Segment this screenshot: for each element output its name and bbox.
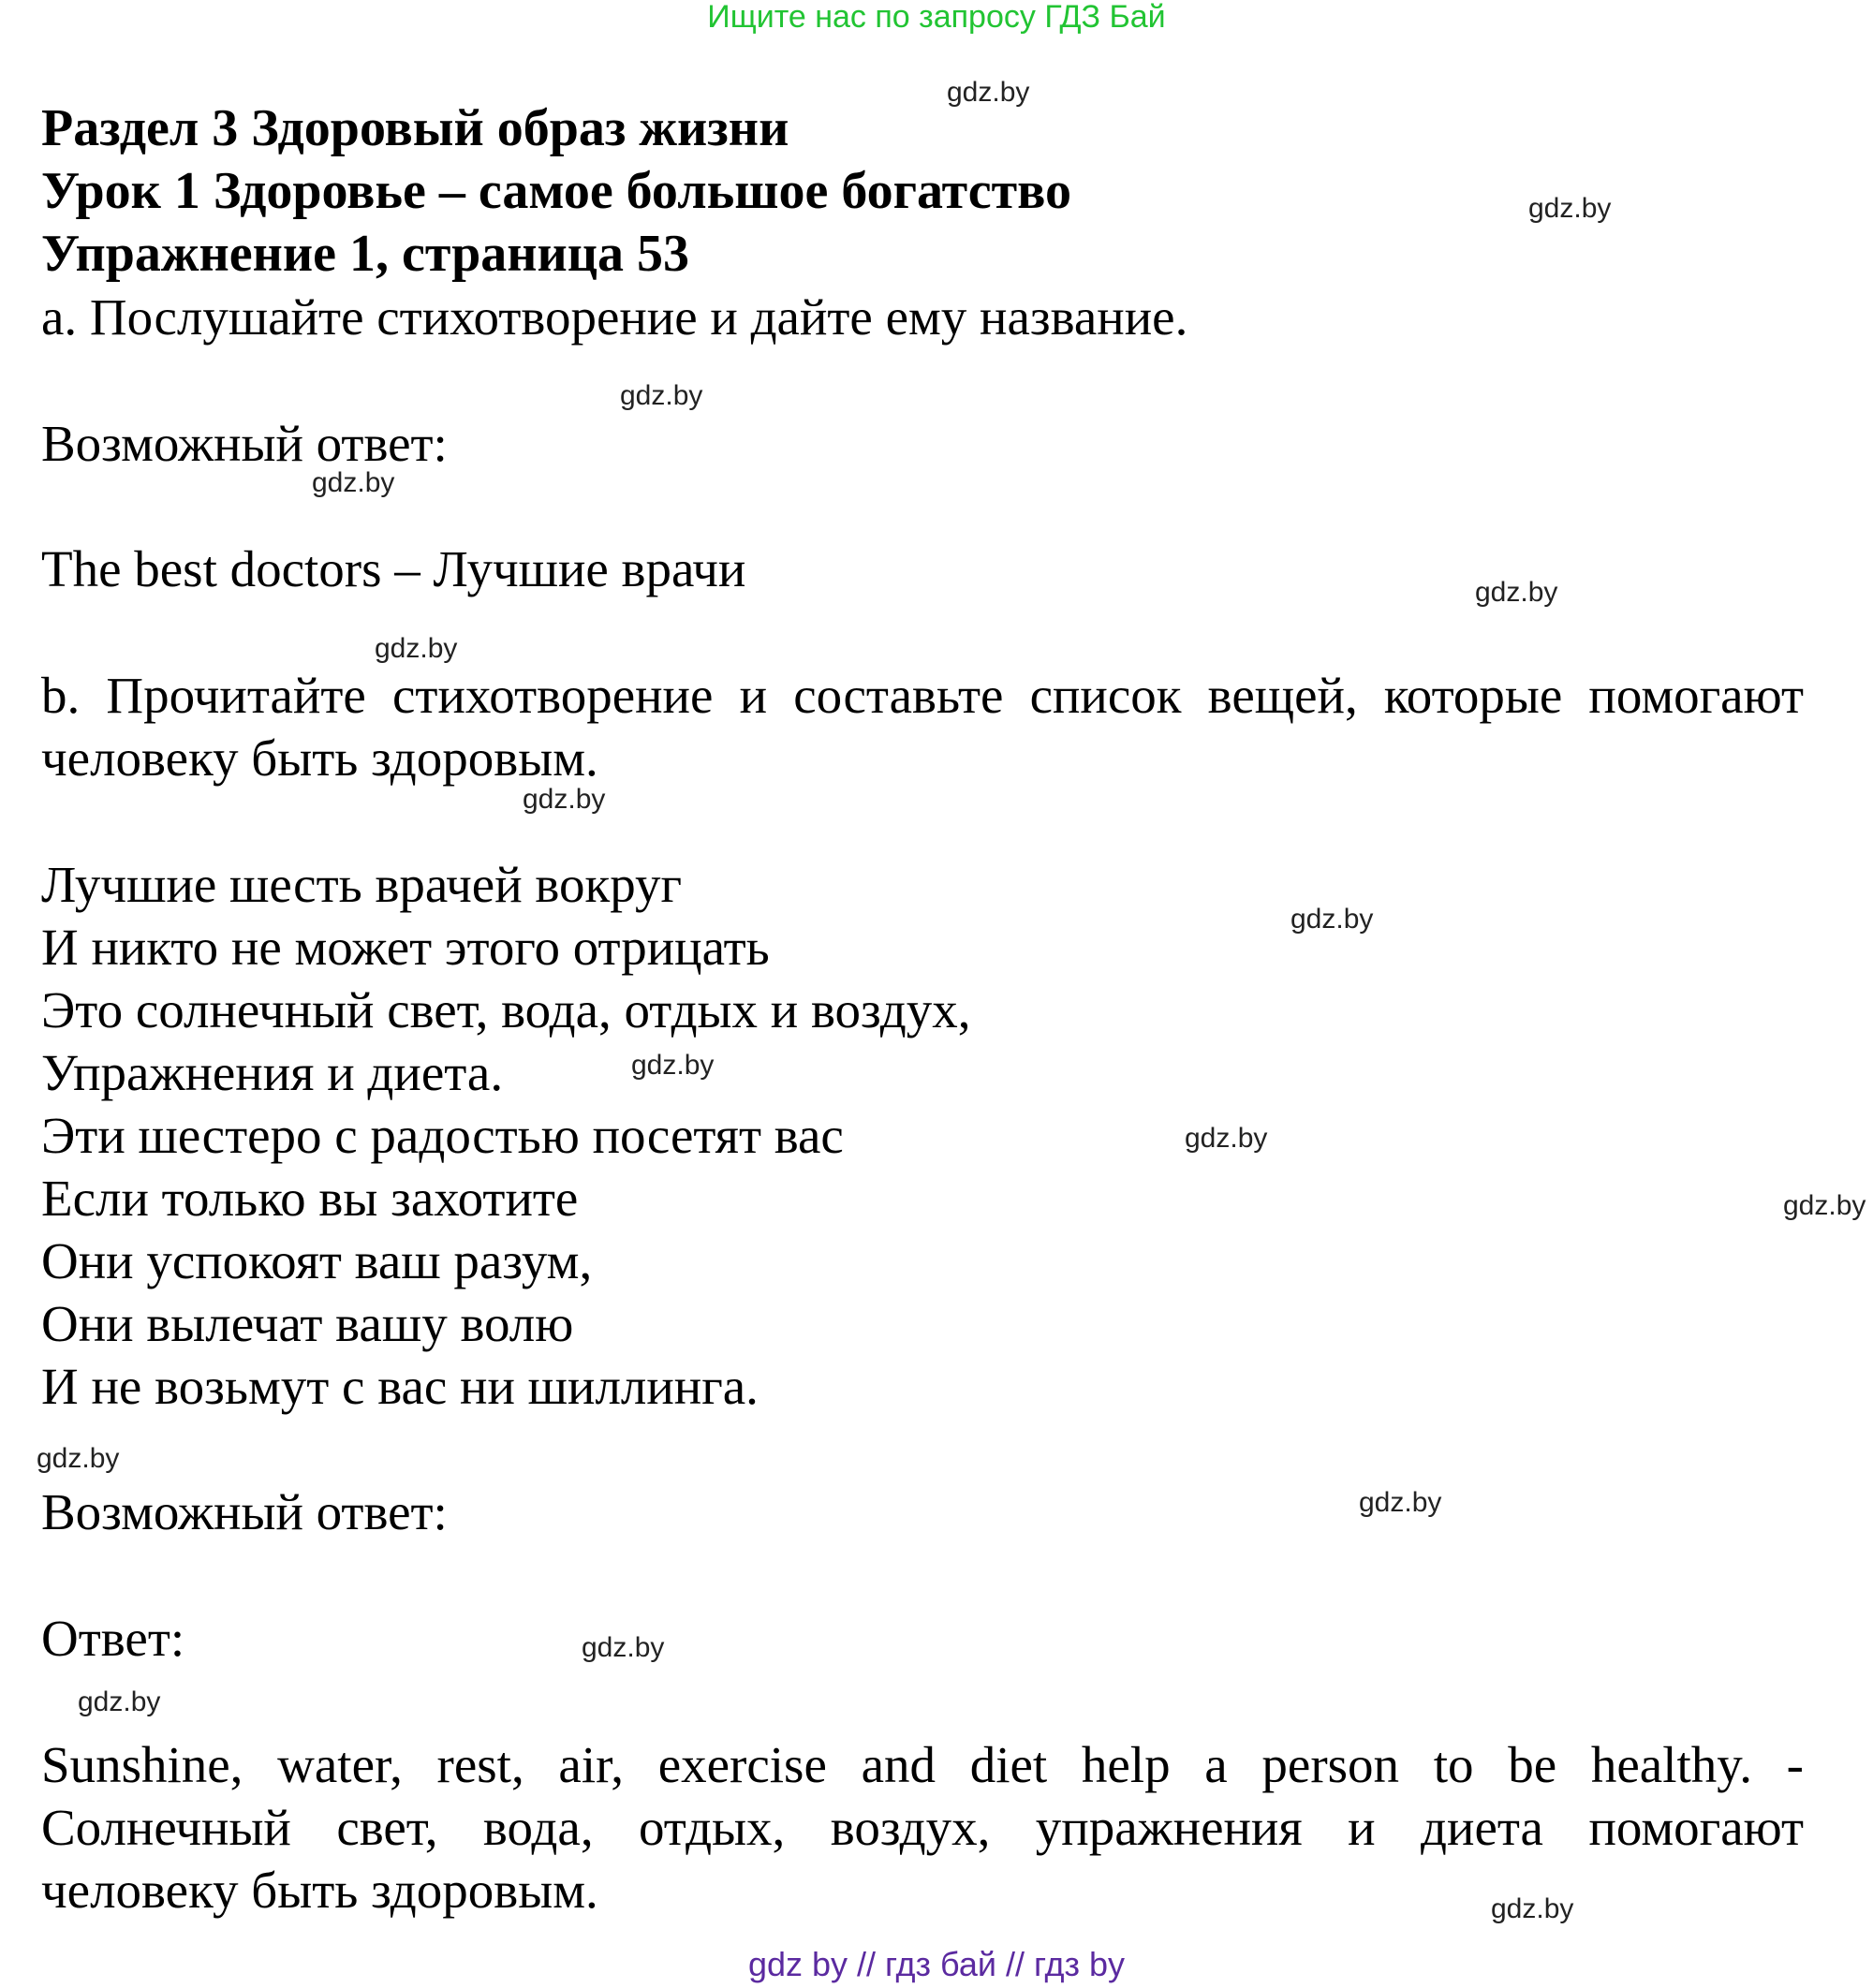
poem-line: Лучшие шесть врачей вокруг bbox=[41, 856, 683, 913]
watermark: gdz.by bbox=[1290, 904, 1374, 935]
task-b-prompt-line-2: человеку быть здоровым. bbox=[41, 729, 598, 787]
top-banner: Ищите нас по запросу ГДЗ Бай bbox=[707, 0, 1166, 35]
watermark: gdz.by bbox=[1359, 1487, 1442, 1518]
section-heading: Раздел 3 Здоровый образ жизни bbox=[41, 99, 789, 157]
poem-line: Они вылечат вашу волю bbox=[41, 1295, 574, 1352]
watermark: gdz.by bbox=[523, 784, 606, 815]
watermark: gdz.by bbox=[1491, 1893, 1574, 1924]
watermark: gdz.by bbox=[1185, 1123, 1268, 1154]
watermark: gdz.by bbox=[1783, 1190, 1866, 1221]
task-a-answer-label: Возможный ответ: bbox=[41, 415, 448, 472]
watermark: gdz.by bbox=[312, 467, 395, 498]
task-b-answer-line-2: Солнечный свет, вода, отдых, воздух, упражнения и диета помогают bbox=[41, 1799, 1804, 1856]
watermark: gdz.by bbox=[582, 1632, 665, 1663]
poem-line: И не возьмут с вас ни шиллинга. bbox=[41, 1358, 759, 1415]
watermark: gdz.by bbox=[37, 1443, 120, 1474]
task-b-prompt-line-1: b. Прочитайте стихотворение и составьте список вещей, которые помогают bbox=[41, 667, 1804, 724]
watermark: gdz.by bbox=[78, 1686, 161, 1717]
watermark: gdz.by bbox=[620, 380, 703, 411]
task-b-answer-line-1: Sunshine, water, rest, air, exercise and diet help a person to be healthy. - bbox=[41, 1736, 1804, 1793]
task-b-answer-line-3: человеку быть здоровым. bbox=[41, 1862, 598, 1919]
exercise-heading: Упражнение 1, страница 53 bbox=[41, 225, 690, 283]
watermark: gdz.by bbox=[631, 1050, 715, 1081]
watermark: gdz.by bbox=[1475, 577, 1558, 608]
watermark: gdz.by bbox=[947, 77, 1030, 108]
poem-line: Если только вы захотите bbox=[41, 1170, 579, 1227]
poem-line: Эти шестеро с радостью посетят вас bbox=[41, 1107, 844, 1164]
task-b-possible-answer-label: Возможный ответ: bbox=[41, 1483, 448, 1540]
poem-line: Упражнения и диета. bbox=[41, 1044, 504, 1101]
bottom-banner: gdz by // гдз бай // гдз by bbox=[747, 1945, 1126, 1983]
poem-line: Они успокоят ваш разум, bbox=[41, 1232, 593, 1289]
poem-line: Это солнечный свет, вода, отдых и воздух, bbox=[41, 981, 971, 1038]
task-a-answer: The best doctors – Лучшие врачи bbox=[41, 540, 746, 597]
watermark: gdz.by bbox=[1528, 193, 1612, 224]
lesson-heading: Урок 1 Здоровье – самое большое богатство bbox=[41, 162, 1072, 220]
watermark: gdz.by bbox=[375, 633, 458, 664]
task-a-prompt: a. Послушайте стихотворение и дайте ему название. bbox=[41, 288, 1188, 346]
task-b-answer-label: Ответ: bbox=[41, 1610, 185, 1667]
poem-line: И никто не может этого отрицать bbox=[41, 919, 770, 976]
